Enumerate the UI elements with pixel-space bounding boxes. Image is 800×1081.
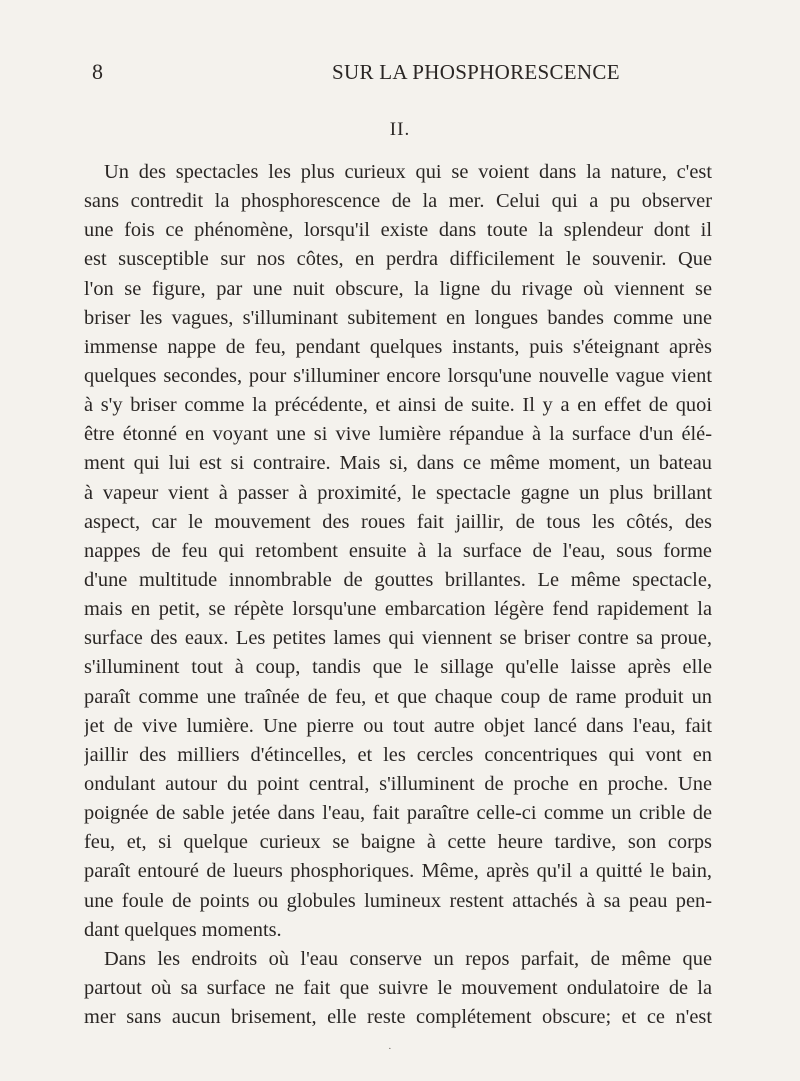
text-line: sans contredit la phosphorescence de la mer. Celui qui a pu observer [84, 190, 712, 213]
text-line: une fois ce phénomène, lorsqu'il existe dans toute la splendeur dont il [84, 219, 712, 242]
text-line: nappes de feu qui retombent ensuite à la surface de l'eau, sous forme [84, 539, 712, 562]
text-line: est susceptible sur nos côtes, en perdra difficilement le souvenir. Que [84, 248, 712, 271]
text-line: jet de vive lumière. Une pierre ou tout autre objet lancé dans l'eau, fait [84, 714, 712, 737]
text-line: l'on se figure, par une nuit obscure, la ligne du rivage où viennent se [84, 277, 712, 300]
text-line: feu, et, si quelque curieux se baigne à cette heure tardive, son corps [84, 831, 712, 854]
body-text [84, 158, 712, 1032]
running-header [0, 60, 800, 84]
text-line: ondulant autour du point central, s'illuminent de proche en proche. Une [84, 772, 712, 795]
text-line: jaillir des milliers d'étincelles, et les cercles concentriques qui vont en [84, 743, 712, 766]
print-speck: · [388, 1043, 392, 1055]
text-line: ment qui lui est si contraire. Mais si, dans ce même moment, un bateau [84, 452, 712, 475]
text-line: surface des eaux. Les petites lames qui viennent se briser contre sa proue, [84, 627, 712, 650]
text-line: Dans les endroits où l'eau conserve un repos parfait, de même que [104, 947, 712, 970]
text-line: quelques secondes, pour s'illuminer encore lorsqu'une nouvelle vague vient [84, 364, 712, 387]
section-heading: II. [389, 119, 411, 140]
text-line: une foule de points ou globules lumineux restent attachés à sa peau pen- [84, 889, 712, 912]
text-line: Un des spectacles les plus curieux qui se voient dans la nature, c'est [104, 161, 712, 183]
text-line: poignée de sable jetée dans l'eau, fait paraître celle-ci comme un crible de [84, 802, 712, 825]
text-line: partout où sa surface ne fait que suivre le mouvement ondulatoire de la [84, 976, 712, 999]
text-line: à vapeur vient à passer à proximité, le spectacle gagne un plus brillant [84, 481, 712, 504]
text-line: immense nappe de feu, pendant quelques instants, puis s'éteignant après [84, 335, 712, 358]
text-line: d'une multitude innombrable de gouttes brillantes. Le même spectacle, [84, 568, 712, 591]
text-line: mais en petit, se répète lorsqu'une embarcation légère fend rapidement la [84, 598, 712, 621]
text-line: dant quelques moments. [84, 918, 282, 941]
text-line: paraît comme une traînée de feu, et que chaque coup de rame produit un [84, 685, 712, 708]
page-number: 8 [92, 59, 104, 84]
running-title: SUR LA PHOSPHORESCENCE [332, 60, 620, 84]
text-line: mer sans aucun brisement, elle reste complétement obscure; et ce n'est [84, 1006, 712, 1029]
text-line: être étonné en voyant une si vive lumière répandue à la surface d'un élé- [84, 423, 712, 446]
text-line: paraît entouré de lueurs phosphoriques. Même, après qu'il a quitté le bain, [84, 860, 712, 883]
text-line: aspect, car le mouvement des roues fait jaillir, de tous les côtés, des [84, 510, 712, 533]
text-line: briser les vagues, s'illuminant subitement en longues bandes comme une [84, 306, 712, 329]
text-line: s'illuminent tout à coup, tandis que le sillage qu'elle laisse après elle [84, 656, 712, 679]
text-line: à s'y briser comme la précédente, et ainsi de suite. Il y a en effet de quoi [84, 394, 712, 417]
